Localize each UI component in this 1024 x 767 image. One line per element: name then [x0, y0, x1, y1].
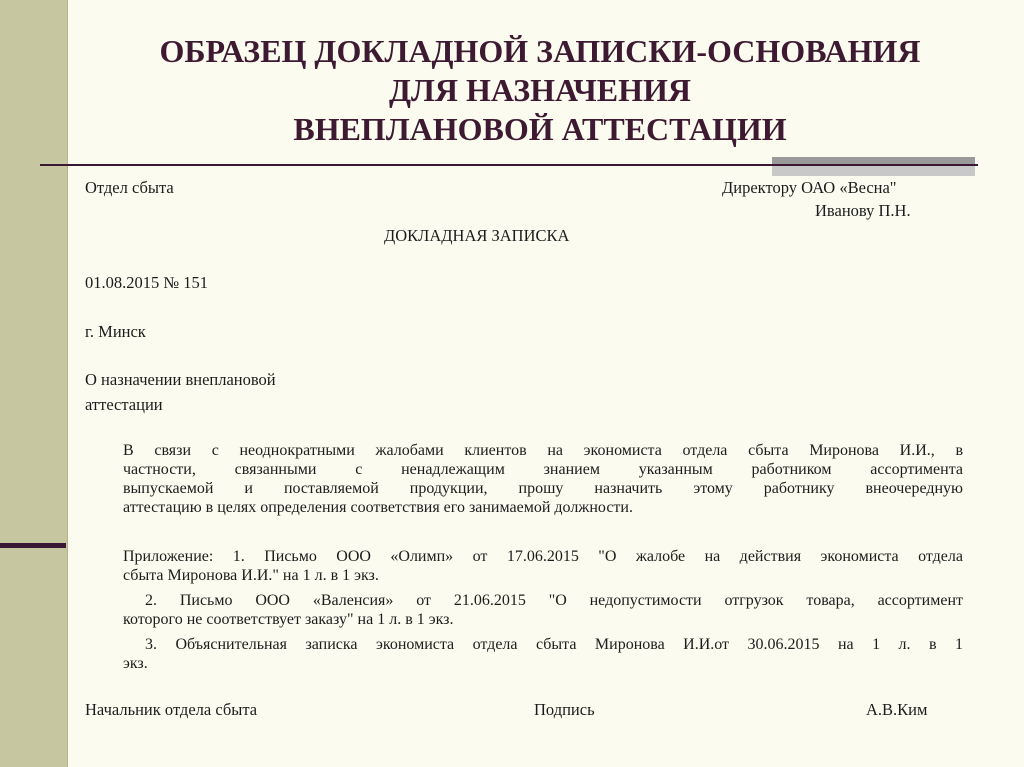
- signer-name: А.В.Ким: [866, 700, 928, 719]
- department: Отдел сбыта: [85, 178, 174, 197]
- body-paragraph: [123, 441, 963, 517]
- signer-position: Начальник отдела сбыта: [85, 700, 258, 719]
- slide-title: [70, 32, 1010, 149]
- title-rule: [40, 164, 978, 166]
- date-number: 01.08.2015 № 151: [85, 273, 208, 292]
- title-rule-accent-dark: [772, 157, 975, 164]
- attachment-line: сбыта Миронова И.И." на 1 л. в 1 экз.: [123, 567, 379, 584]
- attachment-line: 2. Письмо ООО «Валенсия» от 21.06.2015 "О недопустимости отгрузок товара, ассортимент: [145, 592, 963, 609]
- attachment-line: Приложение: 1. Письмо ООО «Олимп» от 17.06.2015 "О жалобе на действия экономиста отдела: [123, 548, 963, 565]
- body-line: частности, связанными с ненадлежащим знанием указанным работником ассортимента: [123, 461, 963, 478]
- addressee-line-1: Директору ОАО «Весна": [722, 178, 897, 197]
- attachment-2: [123, 591, 963, 629]
- body-line: аттестацию в целях определения соответствия его занимаемой должности.: [123, 499, 633, 516]
- subject-line-1: О назначении внеплановой: [85, 370, 276, 389]
- attachment-3: [123, 635, 963, 673]
- addressee-line-2: Иванову П.Н.: [815, 201, 911, 220]
- place: г. Минск: [85, 322, 146, 341]
- subject-line-2: аттестации: [85, 395, 163, 414]
- title-line-2: ДЛЯ НАЗНАЧЕНИЯ: [389, 72, 691, 108]
- body-line: В связи с неоднократными жалобами клиентов на экономиста отдела сбыта Миронова И.И., в: [123, 442, 963, 459]
- attachment-line: экз.: [123, 655, 148, 672]
- title-line-1: ОБРАЗЕЦ ДОКЛАДНОЙ ЗАПИСКИ-ОСНОВАНИЯ: [159, 33, 921, 69]
- body-line: выпускаемой и поставляемой продукции, прошу назначить этому работнику внеочередную: [123, 480, 963, 497]
- signature-label: Подпись: [534, 700, 595, 719]
- left-decor-bar: [0, 0, 68, 767]
- left-decor-rule: [0, 543, 66, 548]
- attachment-line: 3. Объяснительная записка экономиста отдела сбыта Миронова И.И.от 30.06.2015 на 1 л. в 1: [145, 636, 963, 653]
- doc-type: ДОКЛАДНАЯ ЗАПИСКА: [384, 226, 570, 245]
- attachment-1: [123, 547, 963, 585]
- title-line-3: ВНЕПЛАНОВОЙ АТТЕСТАЦИИ: [293, 111, 787, 147]
- attachment-line: которого не соответствует заказу" на 1 л. в 1 экз.: [123, 611, 454, 628]
- title-rule-accent-light: [772, 166, 975, 176]
